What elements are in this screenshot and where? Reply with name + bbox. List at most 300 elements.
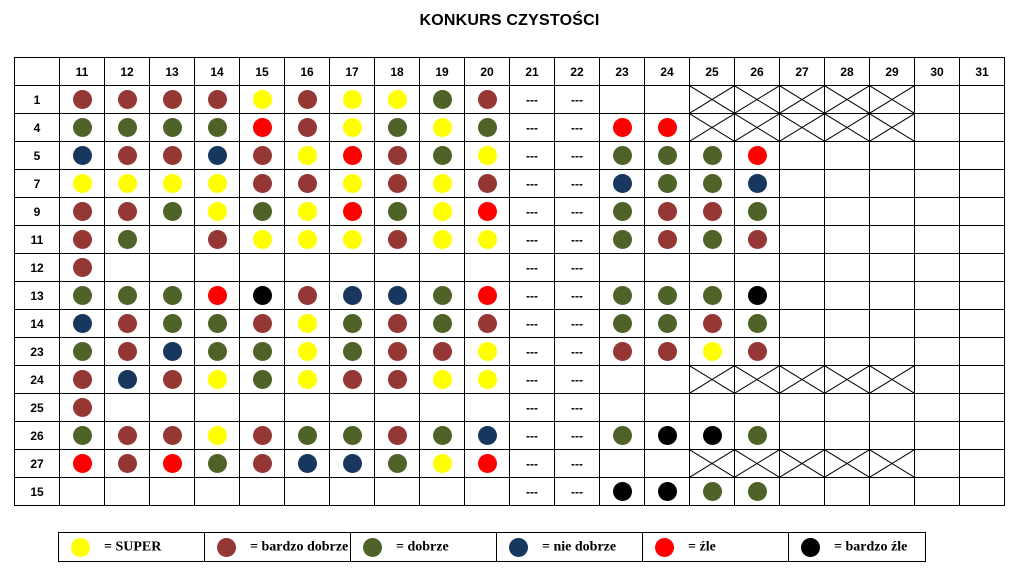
rating-dot-dobrze	[703, 482, 722, 501]
rating-dot-super	[478, 230, 497, 249]
empty-cell	[420, 254, 465, 282]
rating-dot-bardzo-dobrze	[118, 342, 137, 361]
rating-dot-dobrze	[613, 230, 632, 249]
crossed-cell	[780, 114, 825, 142]
rating-cell	[150, 114, 195, 142]
day-header: 28	[825, 58, 870, 86]
rating-cell	[465, 142, 510, 170]
rating-dot-zle	[478, 286, 497, 305]
legend-item-super	[59, 533, 205, 562]
row-label: 27	[15, 450, 60, 478]
rating-dot-super	[433, 454, 452, 473]
rating-dot-zle	[658, 118, 677, 137]
empty-cell	[240, 478, 285, 506]
dash-mark: ---	[526, 204, 538, 219]
dash-cell	[555, 254, 600, 282]
rating-dot-super	[433, 118, 452, 137]
rating-cell	[105, 198, 150, 226]
rating-dot-dobrze	[343, 426, 362, 445]
rating-cell	[195, 142, 240, 170]
empty-cell	[870, 338, 915, 366]
legend	[58, 532, 926, 562]
rating-dot-nie-dobrze	[163, 342, 182, 361]
dash-mark: ---	[571, 92, 583, 107]
row-label: 24	[15, 366, 60, 394]
crossed-cell	[780, 366, 825, 394]
empty-cell	[915, 450, 960, 478]
dash-cell	[510, 254, 555, 282]
rating-cell	[150, 366, 195, 394]
crossed-cell	[825, 450, 870, 478]
rating-cell	[330, 86, 375, 114]
empty-cell	[960, 114, 1005, 142]
rating-dot-super	[208, 202, 227, 221]
empty-cell	[780, 170, 825, 198]
empty-cell	[825, 422, 870, 450]
empty-cell	[240, 394, 285, 422]
rating-cell	[645, 142, 690, 170]
empty-cell	[195, 254, 240, 282]
rating-dot-super	[298, 314, 317, 333]
dash-mark: ---	[526, 232, 538, 247]
rating-cell	[465, 366, 510, 394]
dash-cell	[555, 338, 600, 366]
crossed-cell	[780, 450, 825, 478]
rating-cell	[195, 366, 240, 394]
rating-cell	[240, 366, 285, 394]
rating-cell	[150, 310, 195, 338]
rating-cell	[105, 310, 150, 338]
empty-cell	[375, 478, 420, 506]
crossed-cell	[690, 114, 735, 142]
rating-dot-dobrze	[73, 118, 92, 137]
rating-cell	[645, 282, 690, 310]
rating-cell	[420, 310, 465, 338]
row-label: 25	[15, 394, 60, 422]
legend-swatch	[363, 538, 382, 557]
rating-dot-bardzo-dobrze	[118, 90, 137, 109]
dash-mark: ---	[571, 176, 583, 191]
empty-cell	[915, 142, 960, 170]
rating-dot-zle	[163, 454, 182, 473]
dash-mark: ---	[526, 400, 538, 415]
rating-dot-dobrze	[343, 342, 362, 361]
empty-cell	[825, 338, 870, 366]
rating-dot-bardzo-dobrze	[298, 174, 317, 193]
rating-cell	[690, 198, 735, 226]
empty-cell	[330, 394, 375, 422]
rating-cell	[330, 198, 375, 226]
dash-mark: ---	[571, 204, 583, 219]
rating-cell	[600, 478, 645, 506]
rating-dot-bardzo-dobrze	[298, 286, 317, 305]
day-header: 11	[60, 58, 105, 86]
day-header: 12	[105, 58, 150, 86]
rating-cell	[420, 226, 465, 254]
empty-cell	[645, 86, 690, 114]
empty-cell	[915, 282, 960, 310]
empty-cell	[645, 450, 690, 478]
rating-dot-nie-dobrze	[478, 426, 497, 445]
day-header: 18	[375, 58, 420, 86]
rating-dot-bardzo-dobrze	[163, 370, 182, 389]
rating-dot-nie-dobrze	[208, 146, 227, 165]
empty-cell	[285, 394, 330, 422]
legend-label: = źle	[688, 539, 716, 555]
empty-cell	[825, 282, 870, 310]
table-row	[15, 422, 1005, 450]
rating-cell	[105, 226, 150, 254]
rating-cell	[285, 422, 330, 450]
dash-mark: ---	[526, 456, 538, 471]
empty-cell	[420, 478, 465, 506]
empty-cell	[825, 394, 870, 422]
crossed-cell	[780, 86, 825, 114]
rating-dot-dobrze	[163, 314, 182, 333]
dash-mark: ---	[526, 344, 538, 359]
rating-cell	[105, 338, 150, 366]
row-label: 11	[15, 226, 60, 254]
empty-cell	[420, 394, 465, 422]
rating-dot-bardzo-zle	[748, 286, 767, 305]
rating-cell	[600, 142, 645, 170]
rating-cell	[60, 170, 105, 198]
crossed-cell	[690, 366, 735, 394]
empty-cell	[870, 310, 915, 338]
empty-cell	[375, 394, 420, 422]
rating-cell	[285, 310, 330, 338]
rating-dot-dobrze	[253, 370, 272, 389]
rating-cell	[465, 114, 510, 142]
empty-cell	[60, 478, 105, 506]
day-header: 16	[285, 58, 330, 86]
rating-cell	[285, 338, 330, 366]
rating-dot-dobrze	[163, 286, 182, 305]
row-label: 9	[15, 198, 60, 226]
rating-cell	[60, 282, 105, 310]
rating-dot-super	[298, 146, 317, 165]
rating-cell	[420, 422, 465, 450]
rating-cell	[375, 170, 420, 198]
dash-cell	[555, 366, 600, 394]
empty-cell	[780, 422, 825, 450]
dash-mark: ---	[526, 176, 538, 191]
rating-cell	[420, 366, 465, 394]
empty-cell	[960, 338, 1005, 366]
header-row	[15, 58, 1005, 86]
crossed-cell	[825, 114, 870, 142]
rating-dot-bardzo-dobrze	[433, 342, 452, 361]
day-header: 25	[690, 58, 735, 86]
rating-cell	[600, 310, 645, 338]
rating-dot-dobrze	[703, 174, 722, 193]
rating-dot-dobrze	[658, 146, 677, 165]
rating-cell	[735, 282, 780, 310]
rating-dot-dobrze	[658, 314, 677, 333]
dash-cell	[510, 114, 555, 142]
dash-cell	[555, 310, 600, 338]
empty-cell	[150, 254, 195, 282]
rating-cell	[690, 310, 735, 338]
dash-mark: ---	[571, 484, 583, 499]
rating-cell	[465, 282, 510, 310]
rating-dot-bardzo-dobrze	[73, 202, 92, 221]
rating-cell	[600, 198, 645, 226]
rating-cell	[690, 282, 735, 310]
row-label: 26	[15, 422, 60, 450]
rating-dot-super	[343, 90, 362, 109]
rating-dot-zle	[73, 454, 92, 473]
legend-swatch	[217, 538, 236, 557]
empty-cell	[690, 394, 735, 422]
crossed-cell	[690, 86, 735, 114]
rating-cell	[600, 338, 645, 366]
rating-dot-dobrze	[163, 118, 182, 137]
table-row	[15, 282, 1005, 310]
rating-dot-bardzo-dobrze	[163, 426, 182, 445]
empty-cell	[195, 394, 240, 422]
rating-dot-dobrze	[748, 426, 767, 445]
rating-dot-dobrze	[433, 146, 452, 165]
rating-cell	[150, 170, 195, 198]
rating-dot-bardzo-dobrze	[658, 342, 677, 361]
rating-dot-bardzo-zle	[658, 482, 677, 501]
table-row	[15, 114, 1005, 142]
rating-cell	[285, 198, 330, 226]
empty-cell	[960, 254, 1005, 282]
day-header: 29	[870, 58, 915, 86]
dash-cell	[510, 142, 555, 170]
rating-cell	[150, 338, 195, 366]
rating-cell	[285, 366, 330, 394]
rating-cell	[375, 310, 420, 338]
empty-cell	[915, 310, 960, 338]
crossed-cell	[735, 450, 780, 478]
rating-cell	[150, 198, 195, 226]
empty-cell	[465, 394, 510, 422]
rating-cell	[195, 422, 240, 450]
page-title: KONKURS CZYSTOŚCI	[419, 12, 600, 29]
empty-cell	[150, 226, 195, 254]
rating-dot-nie-dobrze	[343, 286, 362, 305]
empty-cell	[780, 478, 825, 506]
empty-cell	[645, 366, 690, 394]
rating-cell	[735, 310, 780, 338]
rating-cell	[285, 282, 330, 310]
rating-dot-super	[298, 370, 317, 389]
crossed-cell	[870, 450, 915, 478]
rating-cell	[195, 338, 240, 366]
grid-body	[15, 86, 1005, 506]
rating-cell	[105, 282, 150, 310]
dash-mark: ---	[571, 344, 583, 359]
rating-dot-dobrze	[658, 174, 677, 193]
rating-dot-super	[253, 90, 272, 109]
rating-cell	[645, 226, 690, 254]
empty-cell	[870, 422, 915, 450]
rating-cell	[240, 170, 285, 198]
empty-cell	[780, 226, 825, 254]
rating-cell	[60, 254, 105, 282]
rating-dot-bardzo-dobrze	[388, 342, 407, 361]
dash-cell	[510, 310, 555, 338]
rating-dot-dobrze	[208, 454, 227, 473]
crossed-cell	[825, 86, 870, 114]
rating-cell	[285, 142, 330, 170]
rating-dot-bardzo-dobrze	[253, 454, 272, 473]
empty-cell	[960, 198, 1005, 226]
rating-cell	[240, 142, 285, 170]
rating-dot-dobrze	[478, 118, 497, 137]
rating-dot-dobrze	[613, 426, 632, 445]
rating-dot-bardzo-dobrze	[388, 370, 407, 389]
empty-cell	[780, 282, 825, 310]
empty-cell	[870, 478, 915, 506]
rating-dot-bardzo-dobrze	[253, 146, 272, 165]
rating-cell	[195, 114, 240, 142]
rating-dot-super	[253, 230, 272, 249]
rating-cell	[240, 226, 285, 254]
rating-cell	[195, 310, 240, 338]
dash-cell	[510, 478, 555, 506]
rating-dot-super	[343, 230, 362, 249]
rating-cell	[690, 142, 735, 170]
dash-mark: ---	[571, 148, 583, 163]
rating-cell	[330, 422, 375, 450]
rating-dot-nie-dobrze	[118, 370, 137, 389]
rating-cell	[735, 478, 780, 506]
empty-cell	[330, 478, 375, 506]
crossed-cell	[870, 366, 915, 394]
rating-cell	[150, 450, 195, 478]
empty-cell	[870, 254, 915, 282]
rating-cell	[375, 198, 420, 226]
rating-cell	[465, 310, 510, 338]
rating-dot-super	[433, 174, 452, 193]
empty-cell	[870, 170, 915, 198]
rating-cell	[375, 226, 420, 254]
rating-dot-bardzo-zle	[613, 482, 632, 501]
legend-item-bardzo-zle	[789, 533, 926, 562]
legend-label: = SUPER	[104, 539, 162, 555]
empty-cell	[960, 310, 1005, 338]
rating-dot-dobrze	[703, 230, 722, 249]
rating-cell	[600, 422, 645, 450]
rating-cell	[735, 142, 780, 170]
row-label: 1	[15, 86, 60, 114]
rating-cell	[60, 366, 105, 394]
rating-dot-dobrze	[613, 286, 632, 305]
rating-dot-super	[478, 370, 497, 389]
rating-cell	[105, 422, 150, 450]
rating-dot-bardzo-zle	[703, 426, 722, 445]
rating-dot-bardzo-dobrze	[298, 90, 317, 109]
rating-dot-dobrze	[703, 146, 722, 165]
rating-dot-bardzo-dobrze	[253, 426, 272, 445]
empty-cell	[960, 142, 1005, 170]
rating-dot-bardzo-dobrze	[388, 314, 407, 333]
rating-dot-dobrze	[208, 342, 227, 361]
rating-dot-dobrze	[748, 314, 767, 333]
empty-cell	[465, 254, 510, 282]
dash-mark: ---	[571, 372, 583, 387]
rating-dot-bardzo-dobrze	[208, 90, 227, 109]
rating-cell	[645, 422, 690, 450]
rating-dot-dobrze	[118, 286, 137, 305]
rating-dot-dobrze	[298, 426, 317, 445]
rating-dot-super	[208, 426, 227, 445]
rating-cell	[240, 338, 285, 366]
empty-cell	[915, 422, 960, 450]
rating-dot-zle	[613, 118, 632, 137]
row-label: 14	[15, 310, 60, 338]
rating-cell	[240, 450, 285, 478]
rating-cell	[690, 338, 735, 366]
empty-cell	[960, 366, 1005, 394]
empty-cell	[825, 198, 870, 226]
table-row	[15, 254, 1005, 282]
rating-dot-dobrze	[658, 286, 677, 305]
rating-cell	[195, 226, 240, 254]
crossed-cell	[735, 114, 780, 142]
rating-dot-dobrze	[73, 286, 92, 305]
day-header: 31	[960, 58, 1005, 86]
table-row	[15, 450, 1005, 478]
rating-cell	[60, 114, 105, 142]
empty-cell	[240, 254, 285, 282]
rating-cell	[195, 450, 240, 478]
rating-dot-super	[433, 202, 452, 221]
empty-cell	[645, 394, 690, 422]
rating-dot-bardzo-dobrze	[298, 118, 317, 137]
rating-dot-dobrze	[73, 342, 92, 361]
rating-cell	[420, 198, 465, 226]
rating-dot-bardzo-dobrze	[703, 202, 722, 221]
dash-cell	[510, 282, 555, 310]
rating-dot-bardzo-zle	[253, 286, 272, 305]
rating-dot-nie-dobrze	[73, 314, 92, 333]
rating-cell	[150, 142, 195, 170]
day-header: 14	[195, 58, 240, 86]
empty-cell	[915, 254, 960, 282]
rating-dot-dobrze	[613, 202, 632, 221]
rating-dot-bardzo-dobrze	[73, 230, 92, 249]
rating-dot-super	[298, 202, 317, 221]
rating-cell	[690, 478, 735, 506]
empty-cell	[600, 394, 645, 422]
dash-cell	[555, 422, 600, 450]
rating-dot-dobrze	[388, 202, 407, 221]
dash-cell	[510, 366, 555, 394]
table-row	[15, 142, 1005, 170]
corner-cell	[15, 58, 60, 86]
rating-cell	[330, 114, 375, 142]
rating-cell	[600, 114, 645, 142]
rating-dot-bardzo-dobrze	[163, 90, 182, 109]
empty-cell	[825, 478, 870, 506]
legend-label: = nie dobrze	[542, 539, 617, 555]
rating-cell	[375, 338, 420, 366]
rating-dot-dobrze	[433, 314, 452, 333]
rating-cell	[240, 86, 285, 114]
day-header: 17	[330, 58, 375, 86]
dash-cell	[555, 142, 600, 170]
empty-cell	[780, 310, 825, 338]
day-header: 22	[555, 58, 600, 86]
rating-dot-nie-dobrze	[298, 454, 317, 473]
rating-dot-bardzo-dobrze	[388, 230, 407, 249]
dash-mark: ---	[526, 428, 538, 443]
